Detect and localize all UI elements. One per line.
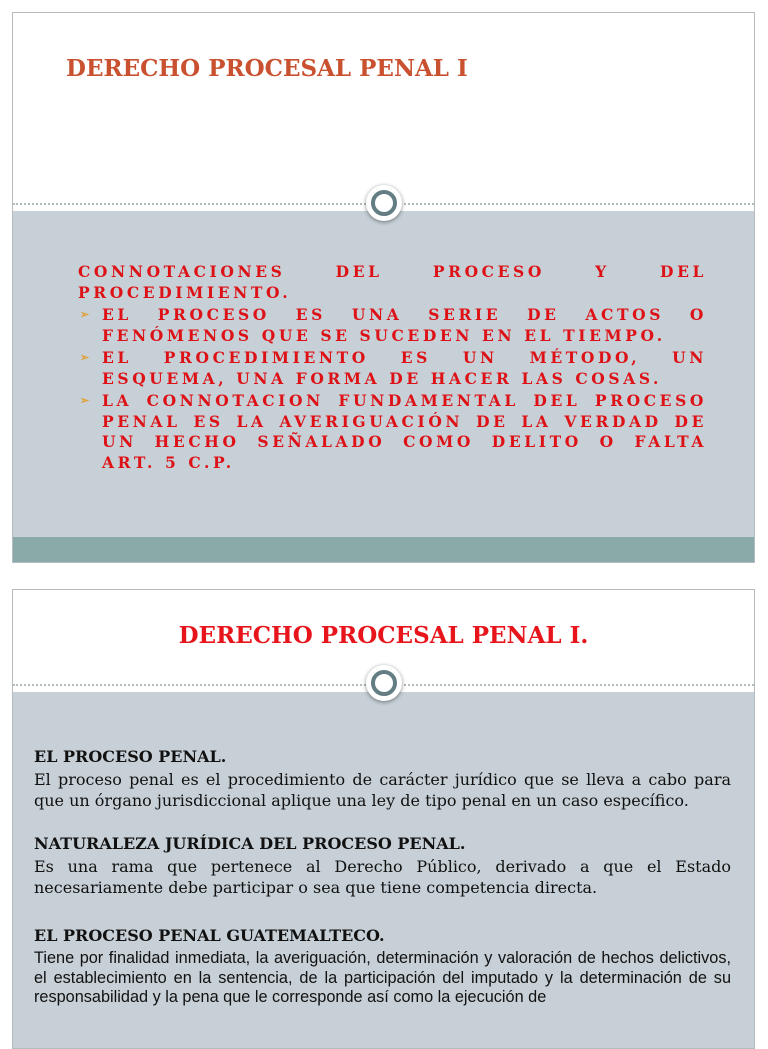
circle-ornament-icon (366, 665, 402, 701)
slide-2-content (34, 747, 731, 1008)
section-text: Tiene por finalidad inmediata, la averiguación, determinación y valoración de hechos delictivos, el establecimiento en la sentencia, de la participación del imputado y la determinación de su responsabilidad y la pena que le corresponde así como la ejecución de (34, 949, 731, 1006)
slide-2 (12, 589, 755, 1049)
section-text: El proceso penal es el procedimiento de carácter jurídico que se lleva a cabo para que un órgano jurisdiccional aplique una ley de tipo penal en un caso específico. (34, 770, 731, 810)
arrow-bullet-icon: ➢ (80, 308, 90, 321)
section-heading: NATURALEZA JURÍDICA DEL PROCESO PENAL. (34, 834, 466, 853)
slide-1-content (78, 262, 707, 473)
slide-1 (12, 12, 755, 563)
list-item (78, 391, 707, 473)
section-heading: EL PROCESO PENAL. (34, 747, 227, 766)
arrow-bullet-icon: ➢ (80, 394, 90, 407)
section-naturaleza-juridica (34, 834, 731, 898)
slide-2-title: DERECHO PROCESAL PENAL I. (178, 622, 589, 649)
slide-1-title: DERECHO PROCESAL PENAL I (66, 55, 468, 82)
list-item (78, 348, 707, 389)
bullet-text: EL PROCEDIMIENTO ES UN MÉTODO, UN ESQUEMA, UNA FORMA DE HACER LAS COSAS. (102, 348, 707, 388)
circle-ornament-icon (366, 185, 402, 221)
arrow-bullet-icon: ➢ (80, 351, 90, 364)
bullet-text: LA CONNOTACION FUNDAMENTAL DEL PROCESO PENAL ES LA AVERIGUACIÓN DE LA VERDAD DE UN HECHO SEÑALADO COMO DELITO O FALTA ART. 5 C.P. (102, 391, 707, 472)
slide-1-bullet-list (78, 305, 707, 473)
list-item (78, 305, 707, 346)
slide-1-title-area (13, 13, 754, 203)
section-text: Es una rama que pertenece al Derecho Público, derivado a que el Estado necesariamente debe participar o sea que tiene competencia directa. (34, 857, 731, 897)
bullet-text: EL PROCESO ES UNA SERIE DE ACTOS O FENÓMENOS QUE SE SUCEDEN EN EL TIEMPO. (102, 305, 707, 345)
section-heading: EL PROCESO PENAL GUATEMALTECO. (34, 926, 385, 945)
section-proceso-guatemalteco (34, 926, 731, 1008)
slide-1-intro: CONNOTACIONES DEL PROCESO Y DEL PROCEDIMIENTO. (78, 262, 707, 302)
section-proceso-penal (34, 747, 731, 811)
slide-1-footer-band (13, 537, 754, 563)
